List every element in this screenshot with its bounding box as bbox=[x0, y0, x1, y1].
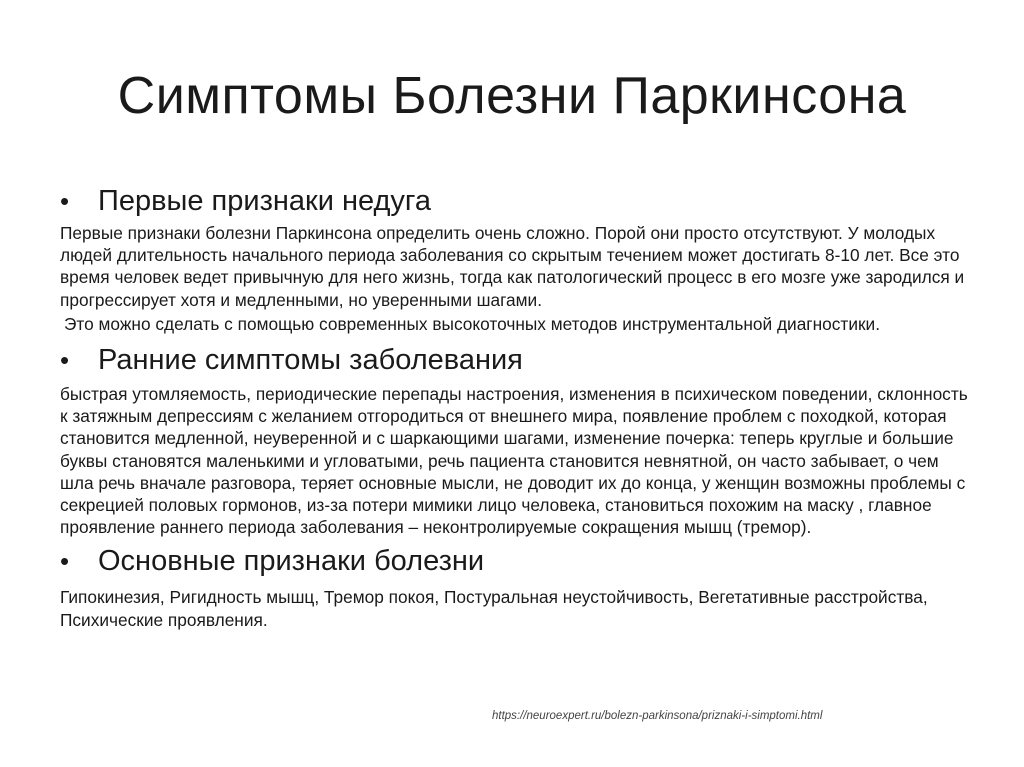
bullet-icon: • bbox=[60, 345, 70, 376]
slide-title: Симптомы Болезни Паркинсона bbox=[117, 67, 907, 125]
section-heading-main-signs bbox=[60, 542, 970, 580]
slide-content bbox=[60, 182, 970, 631]
section-heading-early-symptoms bbox=[60, 341, 970, 379]
bullet-icon: • bbox=[60, 546, 70, 577]
section-heading-text: Первые признаки недуга bbox=[98, 185, 431, 217]
section-heading-first-signs bbox=[60, 182, 970, 220]
section-heading-text: Ранние симптомы заболевания bbox=[98, 344, 523, 377]
source-link[interactable]: https://neuroexpert.ru/bolezn-parkinsona/priznaki-i-simptomi.html bbox=[492, 710, 823, 722]
section-paragraph: Гипокинезия, Ригидность мышц, Тремор покоя, Постуральная неустойчивость, Вегетативные расстройства, Психические проявления. bbox=[60, 587, 928, 630]
section-paragraph: быстрая утомляемость, периодические перепады настроения, изменения в психическом поведении, склонность к затяжным депрессиям с желанием отгородиться от внешнего мира, появление проблем с походкой, которая становится медленной, неуверенной и с шаркающими шагами, изменение почерка: теперь круглые и большие буквы становятся маленькими и угловатыми, речь пациента становится невнятной, он часто забывает, о чем шла речь вначале разговора, теряет основные мысли, не доводит их до конца, у женщин возможны проблемы с секрецией половых гормонов, из-за потери мимики лицо человека, становиться похожим на маску , главное проявление раннего периода заболевания – неконтролируемые сокращения мышц (тремор). bbox=[60, 384, 968, 538]
section-heading-text: Основные признаки болезни bbox=[98, 545, 485, 578]
section-paragraph: Первые признаки болезни Паркинсона определить очень сложно. Порой они просто отсутствуют. У молодых людей длительность начального периода заболевания со скрытым течением может достигать 8-10 лет. Все это время человек ведет привычную для него жизнь, тогда как патологический процесс в его мозге уже зародился и прогрессирует хотя и медленными, но уверенными шагами. bbox=[60, 223, 965, 310]
section-paragraph: Это можно сделать с помощью современных высокоточных методов инструментальной диагностики. bbox=[64, 313, 880, 334]
bullet-icon: • bbox=[60, 186, 70, 216]
